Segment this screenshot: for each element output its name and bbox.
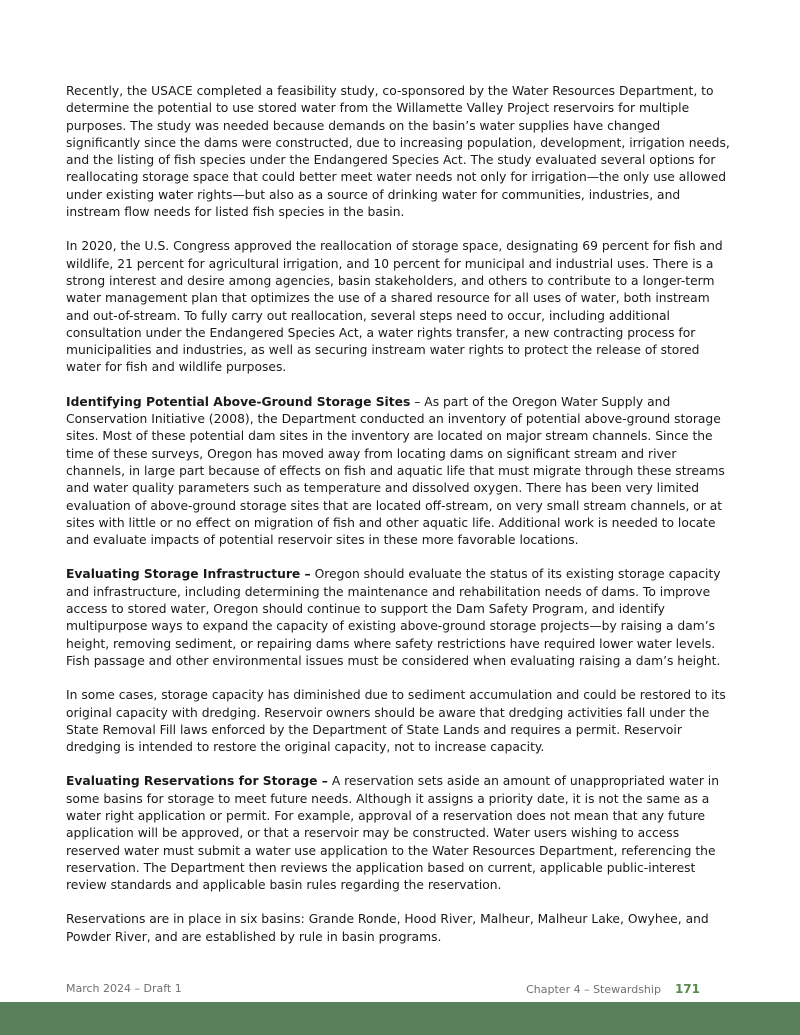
document-body bbox=[66, 83, 734, 963]
paragraph-text: – As part of the Oregon Water Supply and Conservation Initiative (2008), the Department conducted an inventory of potential above-ground storage sites. Most of these potential dam sites in the inventory are located on major stream channels. Since the time of these surveys, Oregon has moved away from locating dams on significant stream and river channels, in large part because of effects on fish and aquatic life that must migrate through these streams and water quality parameters such as temperature and dissolved oxygen. There has been very limited evaluation of above-ground storage sites that are located off-stream, on very small stream channels, or at sites with little or no effect on migration of fish and other aquatic life. Additional work is needed to locate and evaluate impacts of potential reservoir sites in these more favorable locations. bbox=[66, 394, 725, 548]
paragraph-4 bbox=[66, 566, 734, 670]
paragraph-lead: Evaluating Reservations for Storage – bbox=[66, 774, 328, 789]
paragraph-text: Reservations are in place in six basins: Grande Ronde, Hood River, Malheur, Malheur Lake, Owyhee, and Powder River, and are established by rule in basin programs. bbox=[66, 912, 709, 944]
paragraph-5 bbox=[66, 687, 734, 756]
page-footer bbox=[66, 982, 700, 998]
paragraph-text: In 2020, the U.S. Congress approved the reallocation of storage space, designating 69 percent for fish and wildlife, 21 percent for agricultural irrigation, and 10 percent for municipal and industrial uses. There is a strong interest and desire among agencies, basin stakeholders, and others to contribute to a longer-term water management plan that optimizes the use of a shared resource for all uses of water, both instream and out-of-stream. To fully carry out reallocation, several steps need to occur, including additional consultation under the Endangered Species Act, a water rights transfer, a new contracting process for municipalities and industries, as well as securing instream water rights to protect the release of stored water for fish and wildlife purposes. bbox=[66, 239, 723, 375]
paragraph-1 bbox=[66, 83, 734, 221]
paragraph-lead: Identifying Potential Above-Ground Storage Sites bbox=[66, 394, 411, 409]
paragraph-6 bbox=[66, 773, 734, 894]
paragraph-7 bbox=[66, 911, 734, 946]
footer-chapter: Chapter 4 – Stewardship bbox=[526, 983, 661, 996]
page-number: 171 bbox=[674, 982, 700, 996]
paragraph-text: In some cases, storage capacity has diminished due to sediment accumulation and could be restored to its original capacity with dredging. Reservoir owners should be aware that dredging activities fall under the State Removal Fill laws enforced by the Department of State Lands and requires a permit. Reservoir dredging is intended to restore the original capacity, not to increase capacity. bbox=[66, 688, 726, 755]
footer-chapter-info bbox=[526, 982, 700, 996]
footer-draft-date: March 2024 – Draft 1 bbox=[66, 982, 182, 995]
footer-color-bar bbox=[0, 1002, 800, 1035]
paragraph-3 bbox=[66, 394, 734, 550]
paragraph-text: Recently, the USACE completed a feasibility study, co-sponsored by the Water Resources Department, to determine the potential to use stored water from the Willamette Valley Project reservoirs for multiple purposes. The study was needed because demands on the basin’s water supplies have changed significantly since the dams were constructed, due to increasing population, development, irrigation needs, and the listing of fish species under the Endangered Species Act. The study evaluated several options for reallocating storage space that could better meet water needs not only for irrigation—the only use allowed under existing water rights—but also as a source of drinking water for communities, industries, and instream flow needs for listed fish species in the basin. bbox=[66, 84, 730, 220]
paragraph-text: A reservation sets aside an amount of unappropriated water in some basins for storage to meet future needs. Although it assigns a priority date, it is not the same as a water right application or permit. For example, approval of a reservation does not mean that any future application will be approved, or that a reservoir may be constructed. Water users wishing to access reserved water must submit a water use application to the Water Resources Department, referencing the reservation. The Department then reviews the application based on current, applicable public-interest review standards and applicable basin rules regarding the reservation. bbox=[66, 774, 720, 893]
paragraph-text: Oregon should evaluate the status of its existing storage capacity and infrastructure, including determining the maintenance and rehabilitation needs of dams. To improve access to stored water, Oregon should continue to support the Dam Safety Program, and identify multipurpose ways to expand the capacity of existing above-ground storage projects—by raising a dam’s height, removing sediment, or repairing dams where safety restrictions have required lower water levels. Fish passage and other environmental issues must be considered when evaluating raising a dam’s height. bbox=[66, 567, 721, 668]
paragraph-lead: Evaluating Storage Infrastructure – bbox=[66, 567, 311, 582]
paragraph-2 bbox=[66, 238, 734, 376]
